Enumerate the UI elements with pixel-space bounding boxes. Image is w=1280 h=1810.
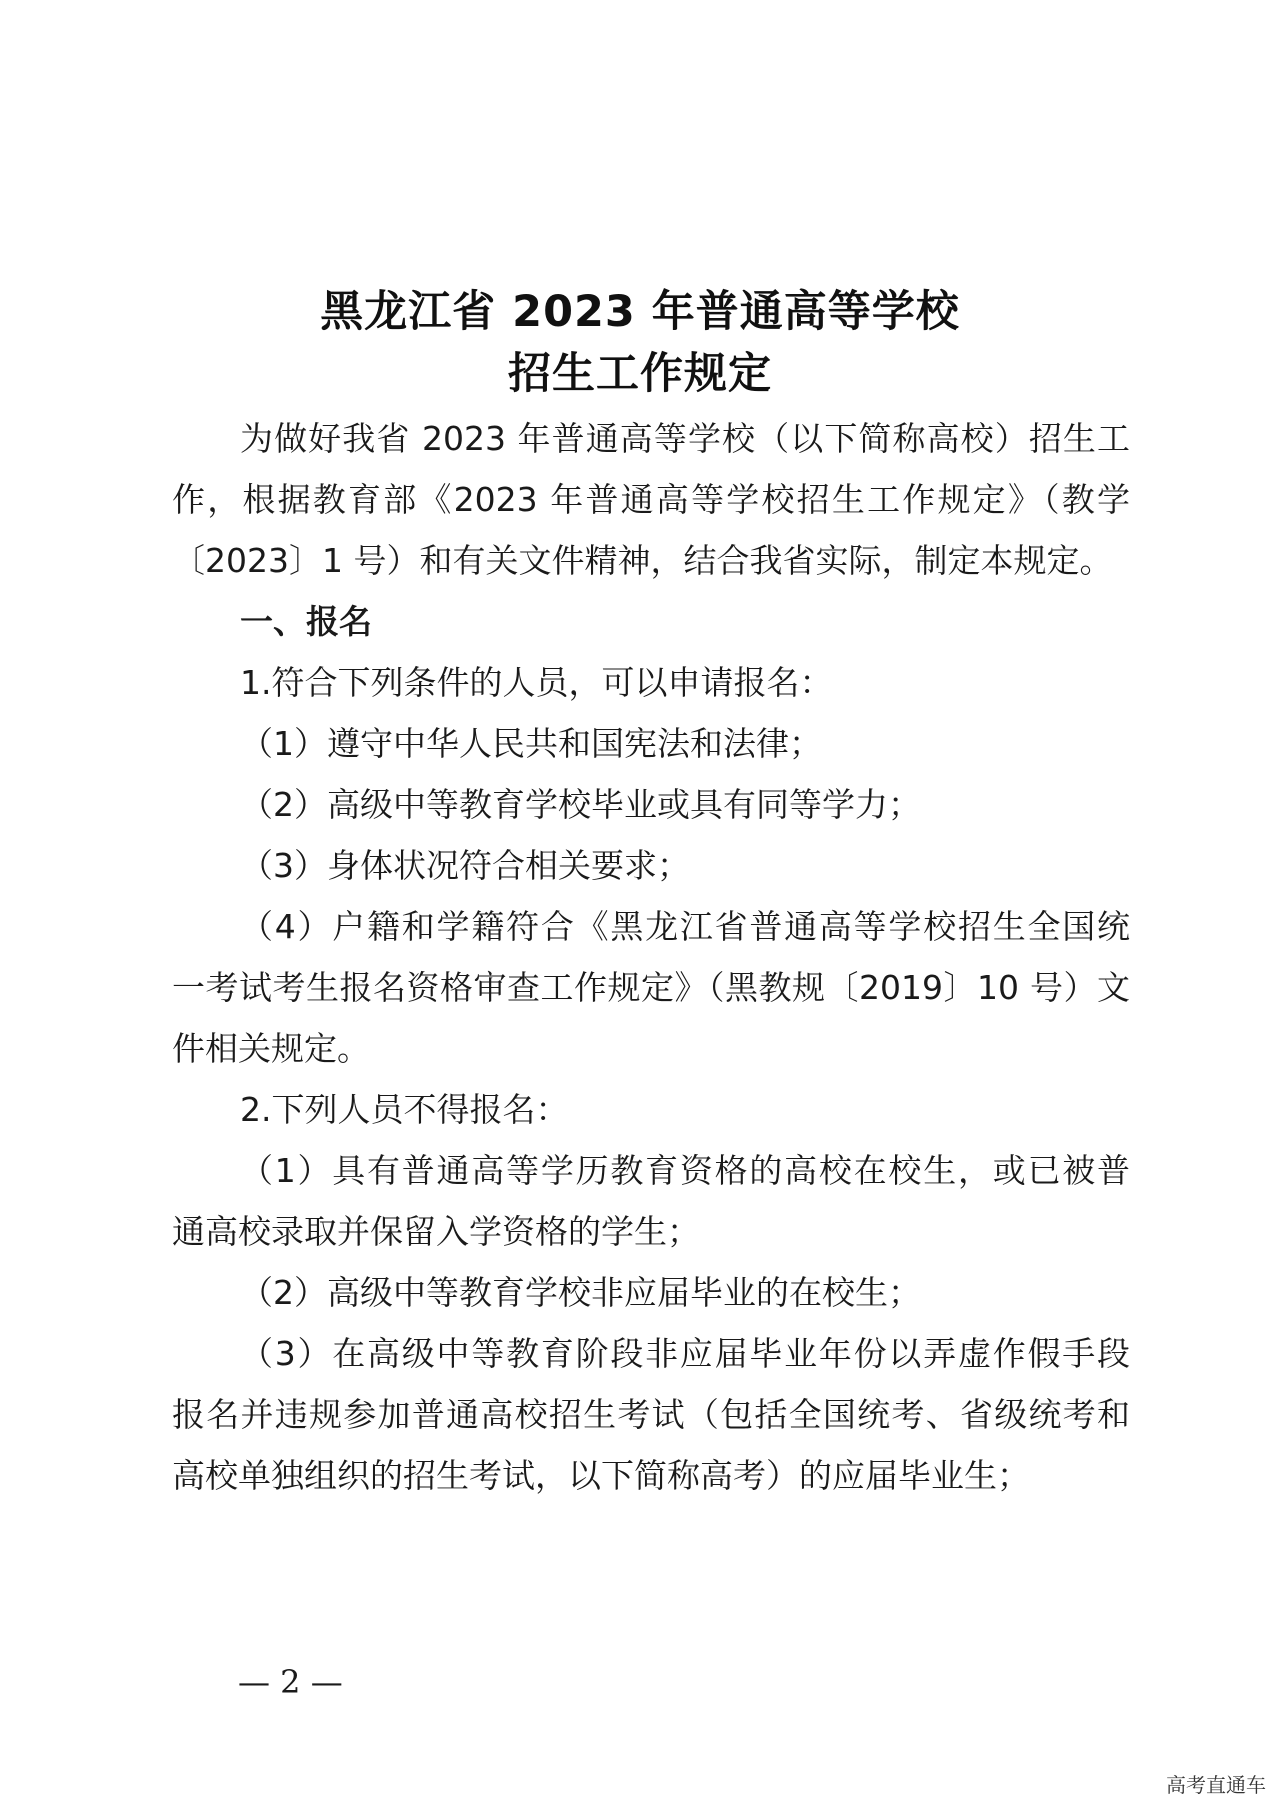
list-item-continuation: 高校单独组织的招生考试，以下简称高考）的应届毕业生； [172, 1456, 1030, 1495]
list-item: （1）具有普通高等学历教育资格的高校在校生，或已被普 [240, 1151, 1130, 1190]
list-item: （4）户籍和学籍符合《黑龙江省普通高等学校招生全国统 [240, 907, 1130, 946]
list-item: （2）高级中等教育学校毕业或具有同等学力； [240, 785, 921, 824]
list-item: （2）高级中等教育学校非应届毕业的在校生； [240, 1273, 921, 1312]
list-item-lead: 2.下列人员不得报名： [240, 1090, 569, 1129]
list-item: （3）身体状况符合相关要求； [240, 846, 690, 885]
list-item-lead: 1.符合下列条件的人员，可以申请报名： [240, 663, 833, 702]
watermark-text: 高考直通车 [1166, 1773, 1266, 1797]
list-item-continuation: 一考试考生报名资格审查工作规定》（黑教规〔2019〕10 号）文 [172, 968, 1130, 1007]
list-item-continuation: 报名并违规参加普通高校招生考试（包括全国统考、省级统考和 [172, 1395, 1130, 1434]
document-title-line-2: 招生工作规定 [508, 349, 772, 399]
page-number: — 2 — [238, 1663, 343, 1701]
intro-paragraph [172, 408, 1130, 591]
list-item-continuation: 件相关规定。 [172, 1029, 370, 1068]
list-item-continuation: 通高校录取并保留入学资格的学生； [172, 1212, 700, 1251]
intro-line-2: 作，根据教育部《2023 年普通高等学校招生工作规定》（教学 [172, 480, 1130, 519]
list-item: （3）在高级中等教育阶段非应届毕业年份以弄虚作假手段 [240, 1334, 1130, 1373]
document-title-line-1: 黑龙江省 2023 年普通高等学校 [320, 287, 960, 337]
intro-line-1: 为做好我省 2023 年普通高等学校（以下简称高校）招生工 [240, 419, 1130, 458]
list-item: （1）遵守中华人民共和国宪法和法律； [240, 724, 822, 763]
intro-line-3: 〔2023〕1 号）和有关文件精神，结合我省实际，制定本规定。 [172, 541, 1113, 580]
section-1 [172, 591, 1130, 1506]
section-heading: 一、报名 [240, 602, 372, 641]
